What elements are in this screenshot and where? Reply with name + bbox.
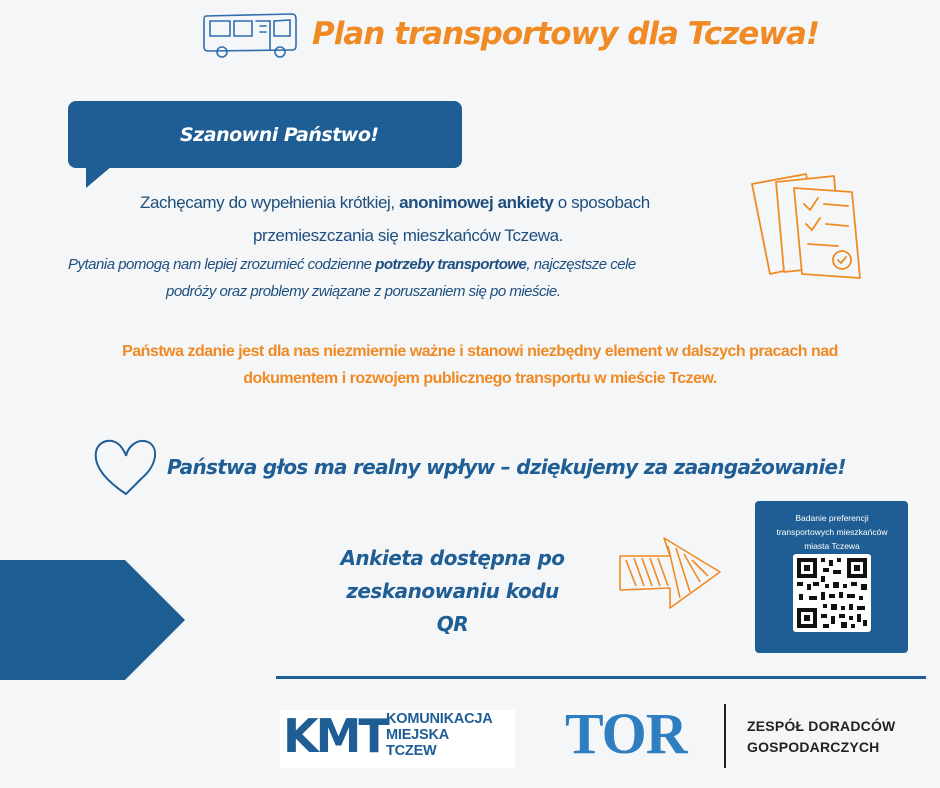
intro-italic-line-1: Pytania pomogą nam lepiej zrozumieć codzienne potrzeby transportowe, najczęstsze cele xyxy=(68,256,636,273)
intro-line-2: przemieszczania się mieszkańców Tczewa. xyxy=(253,226,564,245)
heart-icon xyxy=(92,434,160,500)
tor-separator xyxy=(724,704,726,768)
qr-code-pattern xyxy=(793,554,871,632)
greeting-text: Szanowni Państwo! xyxy=(180,124,379,146)
qr-code[interactable] xyxy=(793,554,871,632)
tor-logo: TOR xyxy=(565,701,687,766)
bus-icon xyxy=(200,6,300,58)
kmt-logo-letters: KMT xyxy=(283,709,387,763)
qr-instruction: Ankieta dostępna po zeskanowaniu kodu QR xyxy=(340,546,565,636)
arrow-right-icon xyxy=(618,536,722,610)
qr-card-title: Badanie preferencji transportowych mieszkańców miasta Tczewa xyxy=(776,513,888,551)
importance-paragraph: Państwa zdanie jest dla nas niezmiernie ważne i stanowi niezbędny element w dalszych pracach nad dokumentem i rozwojem publicznego transportu w mieście Tczew. xyxy=(122,343,838,387)
tor-logo-text: ZESPÓŁ DORADCÓW GOSPODARCZYCH xyxy=(747,718,896,755)
footer-divider xyxy=(276,676,926,679)
intro-line-1: Zachęcamy do wypełnienia krótkiej, anonimowej ankiety o sposobach xyxy=(140,193,650,212)
greeting-bubble-tail xyxy=(86,166,112,188)
kmt-logo-text: KOMUNIKACJA MIEJSKA TCZEW xyxy=(386,711,493,759)
survey-documents-icon xyxy=(748,170,873,285)
page-title: Plan transportowy dla Tczewa! xyxy=(312,16,820,52)
decorative-arrow-block xyxy=(0,560,185,680)
intro-italic-line-2: podróży oraz problemy związane z poruszaniem się po mieście. xyxy=(166,283,561,300)
thanks-text: Państwa głos ma realny wpływ – dziękujemy za zaangażowanie! xyxy=(167,455,846,479)
